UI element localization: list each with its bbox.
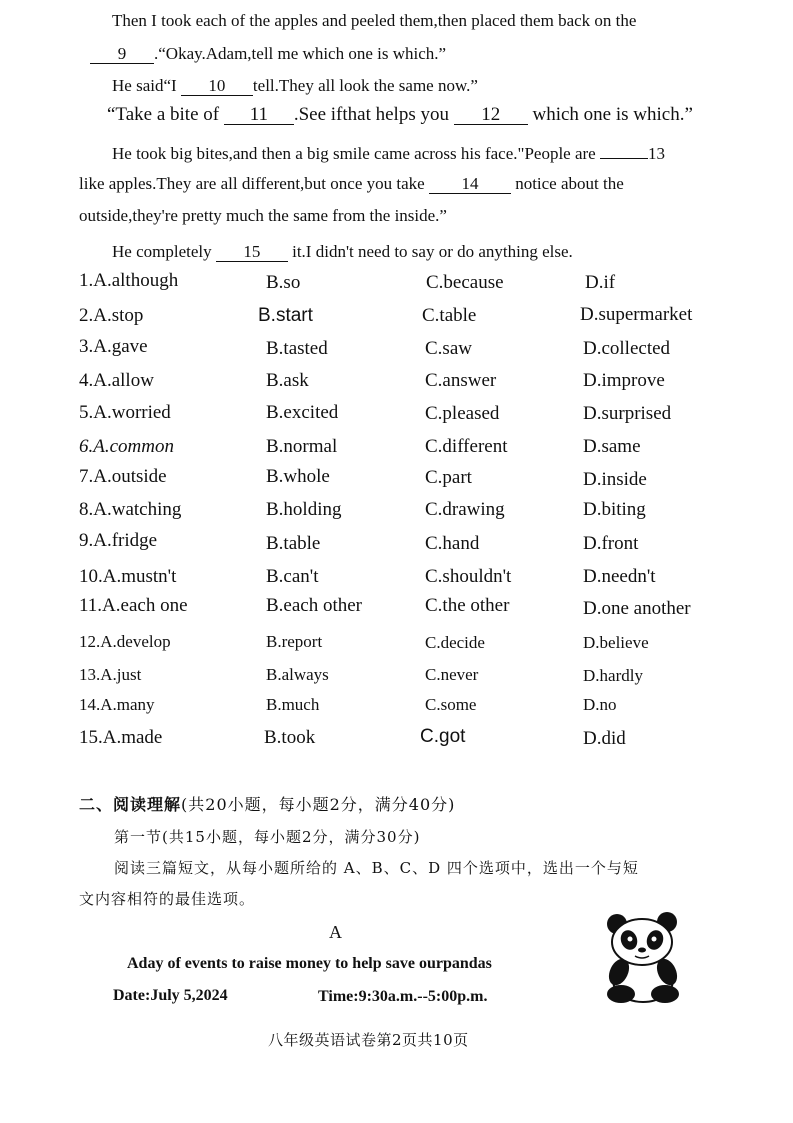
section-heading-title: 二、阅读理解: [79, 795, 182, 814]
option-6-a: 6.A.common: [79, 436, 174, 457]
option-7-d: D.inside: [583, 469, 647, 490]
event-date: Date:July 5,2024: [113, 987, 228, 1004]
passage-text: “Take a bite of: [107, 104, 224, 125]
option-3-c: C.saw: [425, 338, 472, 359]
passage-text: it.I didn't need to say or do anything else.: [287, 242, 573, 261]
option-13-b: B.always: [266, 665, 329, 684]
option-14-d: D.no: [583, 695, 617, 714]
option-8-a: 8.A.watching: [79, 499, 182, 520]
passage-a-title: Aday of events to raise money to help save ourpandas: [127, 955, 492, 972]
blank-15: 15: [216, 243, 288, 262]
option-6-d: D.same: [583, 436, 641, 457]
option-7-c: C.part: [425, 467, 472, 488]
option-2-b: B.start: [258, 305, 313, 326]
passage-text: He took big bites,and then a big smile came across his face."People are: [112, 144, 600, 163]
option-15-c: C.got: [420, 726, 466, 747]
passage-line-3: [112, 75, 478, 97]
option-4-c: C.answer: [425, 370, 497, 391]
option-9-c: C.hand: [425, 533, 480, 554]
option-10-a: 10.A.mustn't: [79, 566, 177, 587]
passage-text: He said“I: [112, 76, 181, 95]
option-7-a: 7.A.outside: [79, 466, 167, 487]
blank-10: 10: [181, 77, 253, 96]
option-14-b: B.much: [266, 695, 320, 714]
passage-line-2: [90, 43, 446, 65]
option-3-d: D.collected: [583, 338, 671, 359]
option-11-a: 11.A.each one: [79, 595, 188, 616]
option-6-b: B.normal: [266, 436, 338, 457]
passage-line-7: outside,they're pretty much the same from the inside.”: [79, 206, 447, 225]
blank-13-line: [600, 158, 648, 159]
option-1-d: D.if: [585, 272, 616, 293]
option-9-d: D.front: [583, 533, 639, 554]
page-footer: 八年级英语试卷第2页共10页: [268, 1031, 469, 1049]
event-time: Time:9:30a.m.--5:00p.m.: [318, 988, 488, 1005]
instructions-line-2: 文内容相符的最佳选项。: [79, 890, 256, 908]
option-3-a: 3.A.gave: [79, 336, 148, 357]
option-15-b: B.took: [264, 727, 316, 748]
option-1-a: 1.A.although: [79, 270, 179, 291]
passage-line-6: [79, 173, 624, 195]
passage-text: tell.They all look the same now.”: [252, 76, 478, 95]
passage-text: .“Okay.Adam,tell me which one is which.”: [154, 44, 447, 63]
option-11-b: B.each other: [266, 595, 363, 616]
blank-13-number: 13: [647, 144, 665, 163]
option-5-c: C.pleased: [425, 403, 500, 424]
option-12-d: D.believe: [583, 633, 649, 652]
option-13-d: D.hardly: [583, 666, 643, 685]
section-heading-note: (共20小题，每小题2分，满分40分): [181, 795, 456, 814]
instructions-line-1: 阅读三篇短文，从每小题所给的 A、B、C、D 四个选项中，选出一个与短: [114, 859, 639, 877]
option-4-b: B.ask: [266, 370, 309, 391]
blank-11: 11: [224, 106, 294, 125]
blank-12: 12: [454, 106, 528, 125]
passage-line-8: [112, 241, 573, 263]
option-8-b: B.holding: [266, 499, 342, 520]
passage-line-1: Then I took each of the apples and peeled them,then placed them back on the: [112, 11, 637, 30]
option-13-a: 13.A.just: [79, 665, 142, 684]
option-10-d: D.needn't: [583, 566, 656, 587]
option-14-a: 14.A.many: [79, 695, 155, 714]
option-2-a: 2.A.stop: [79, 305, 144, 326]
passage-text: He completely: [112, 242, 216, 261]
passage-text: which one is which.”: [527, 104, 693, 125]
option-3-b: B.tasted: [266, 338, 328, 359]
option-7-b: B.whole: [266, 466, 330, 487]
option-15-d: D.did: [583, 728, 626, 749]
option-8-c: C.drawing: [425, 499, 505, 520]
option-5-d: D.surprised: [583, 403, 672, 424]
passage-text: like apples.They are all different,but once you take: [79, 174, 429, 193]
passage-text: notice about the: [510, 174, 624, 193]
panda-illustration: [595, 910, 691, 1006]
option-15-a: 15.A.made: [79, 727, 163, 748]
option-6-c: C.different: [425, 436, 508, 457]
option-1-b: B.so: [266, 272, 301, 293]
subsection-title: 第一节(共15小题，每小题2分，满分30分): [114, 828, 421, 846]
option-10-b: B.can't: [266, 566, 319, 587]
option-12-b: B.report: [266, 632, 323, 651]
option-1-c: C.because: [426, 272, 504, 293]
passage-line-5: [112, 143, 665, 165]
passage-text: .See ifthat helps you: [293, 104, 454, 125]
option-12-a: 12.A.develop: [79, 632, 171, 651]
option-12-c: C.decide: [425, 633, 485, 652]
blank-9: 9: [90, 45, 154, 64]
option-11-c: C.the other: [425, 595, 510, 616]
option-10-c: C.shouldn't: [425, 566, 512, 587]
option-4-a: 4.A.allow: [79, 370, 154, 391]
option-4-d: D.improve: [583, 370, 665, 391]
option-9-b: B.table: [266, 533, 321, 554]
option-13-c: C.never: [425, 665, 479, 684]
blank-14: 14: [429, 175, 511, 194]
passage-a-label: A: [329, 922, 342, 942]
option-11-d: D.one another: [583, 598, 691, 619]
option-8-d: D.biting: [583, 499, 646, 520]
option-14-c: C.some: [425, 695, 477, 714]
option-2-d: D.supermarket: [580, 304, 693, 325]
option-5-b: B.excited: [266, 402, 339, 423]
passage-line-4: [107, 104, 693, 126]
section-heading: [79, 792, 455, 815]
option-5-a: 5.A.worried: [79, 402, 171, 423]
option-9-a: 9.A.fridge: [79, 530, 158, 551]
option-2-c: C.table: [422, 305, 477, 326]
